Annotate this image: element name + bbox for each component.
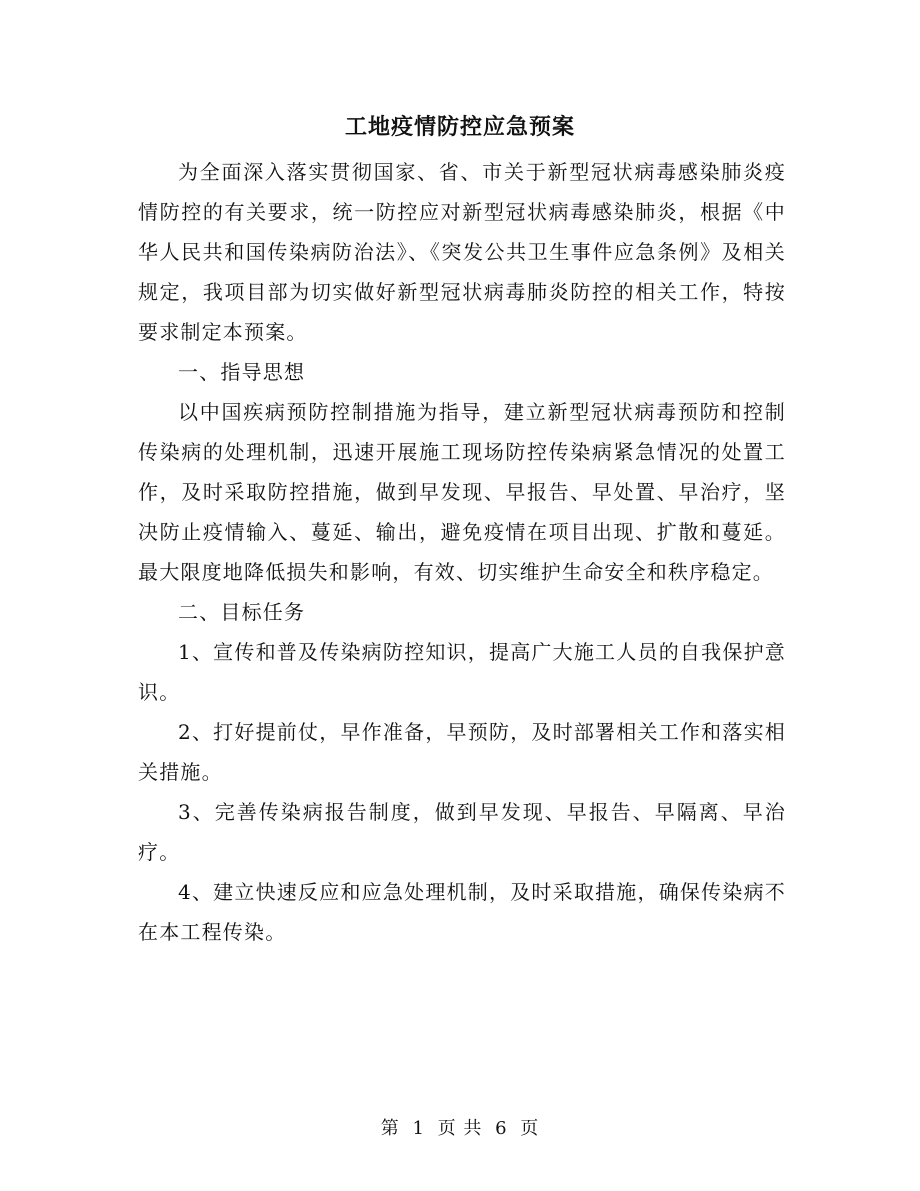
footer-middle: 页 共 <box>437 1118 483 1139</box>
footer-total-pages: 6 <box>495 1118 508 1139</box>
page-number-footer <box>0 1114 920 1140</box>
section-heading-objectives: 二、目标任务 <box>178 600 306 624</box>
footer-suffix: 页 <box>520 1118 540 1139</box>
objective-item-3: 3、完善传染病报告制度，做到早发现、早报告、早隔离、早治疗。 <box>138 800 786 864</box>
objective-item-2: 2、打好提前仗，早作准备，早预防，及时部署相关工作和落实相关措施。 <box>138 720 786 784</box>
footer-prefix: 第 <box>380 1118 400 1139</box>
document-body <box>138 152 786 952</box>
objective-item-1: 1、宣传和普及传染病防控知识，提高广大施工人员的自我保护意识。 <box>138 640 786 704</box>
section-body-guiding-principle: 以中国疾病预防控制措施为指导，建立新型冠状病毒预防和控制传染病的处理机制，迅速开展施工现场防控传染病紧急情况的处置工作，及时采取防控措施，做到早发现、早报告、早处置、早治疗，坚决防止疫情输入、蔓延、输出，避免疫情在项目出现、扩散和蔓延。最大限度地降低损失和影响，有效、切实维护生命安全和秩序稳定。 <box>138 400 786 584</box>
section-heading-guiding-principle: 一、指导思想 <box>178 360 306 384</box>
objective-item-4: 4、建立快速反应和应急处理机制，及时采取措施，确保传染病不在本工程传染。 <box>138 880 786 944</box>
footer-current-page: 1 <box>412 1118 425 1139</box>
intro-paragraph: 为全面深入落实贯彻国家、省、市关于新型冠状病毒感染肺炎疫情防控的有关要求，统一防控应对新型冠状病毒感染肺炎，根据《中华人民共和国传染病防治法》、《突发公共卫生事件应急条例》及相关规定，我项目部为切实做好新型冠状病毒肺炎防控的相关工作，特按要求制定本预案。 <box>138 160 786 344</box>
document-title: 工地疫情防控应急预案 <box>344 114 575 140</box>
